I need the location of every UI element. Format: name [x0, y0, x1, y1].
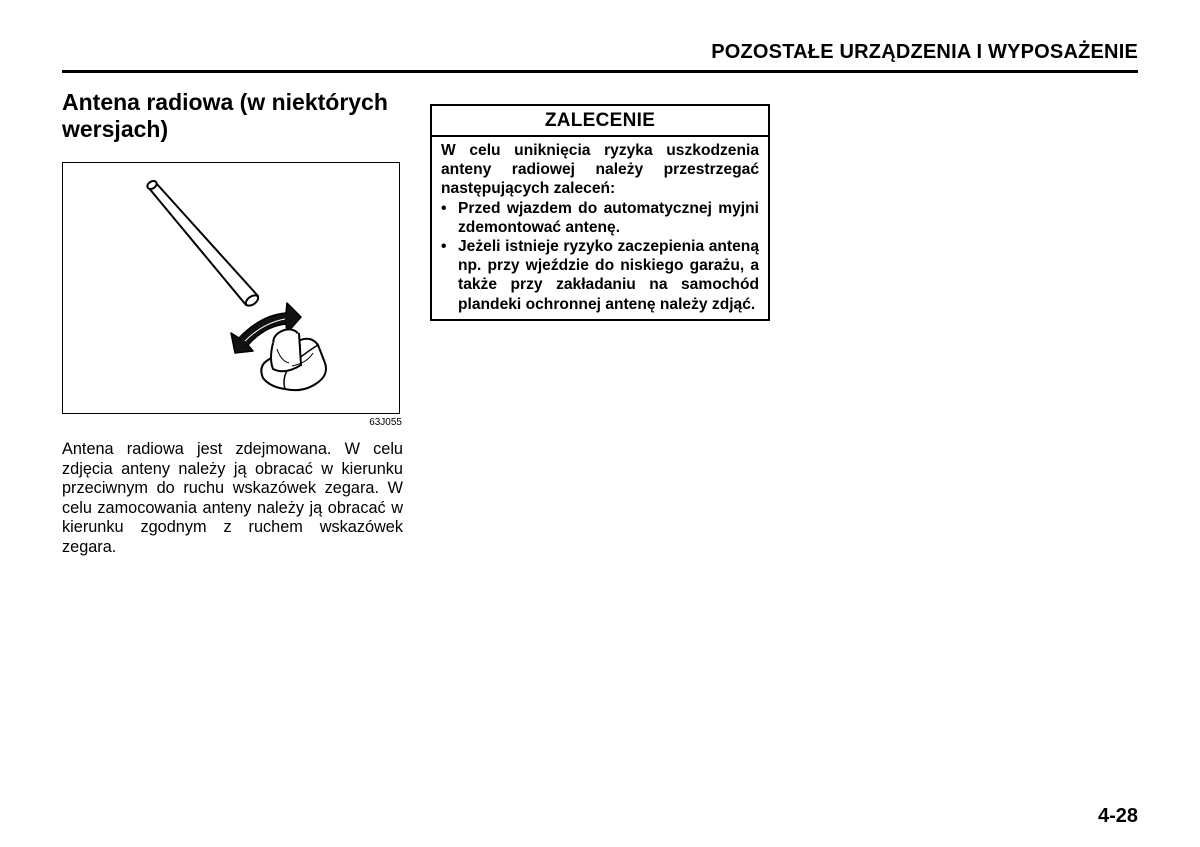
antenna-base-icon [261, 326, 326, 390]
list-item [441, 237, 759, 314]
running-header: POZOSTAŁE URZĄDZENIA I WYPOSAŻENIE [711, 41, 1138, 63]
list-item-text: Jeżeli istnieje ryzyko zaczepienia anteną np. przy wjeździe do niskiego garażu, a także przy zakładaniu na samochód plandeki ochronnej antenę należy zdjąć. [458, 238, 759, 313]
recommendation-list [441, 199, 759, 314]
recommendation-title: ZALECENIE [432, 106, 768, 137]
antenna-mast-icon [146, 179, 260, 307]
figure-code: 63J055 [369, 417, 402, 428]
bullet-icon: • [441, 199, 447, 217]
antenna-figure [62, 162, 400, 414]
bullet-icon: • [441, 238, 447, 256]
section-title: Antena radiowa (w niektórych wersjach) [62, 89, 388, 142]
recommendation-body [432, 137, 768, 319]
recommendation-intro: W celu uniknięcia ryzyka uszkodzenia anteny radiowej należy przestrzegać następujących zaleceń: [441, 142, 759, 198]
body-paragraph: Antena radiowa jest zdejmowana. W celu zdjęcia anteny należy ją obracać w kierunku przeciwnym do ruchu wskazówek zegara. W celu zamocowania anteny należy ją obracać w kierunku zgodnym z ruchem wskazówek zegara. [62, 440, 403, 556]
list-item-text: Przed wjazdem do automatycznej myjni zdemontować antenę. [458, 199, 759, 236]
recommendation-box [430, 104, 770, 321]
list-item [441, 199, 759, 237]
page-number: 4-28 [1097, 805, 1138, 827]
header-rule [62, 70, 1138, 73]
antenna-removal-icon [63, 163, 399, 413]
